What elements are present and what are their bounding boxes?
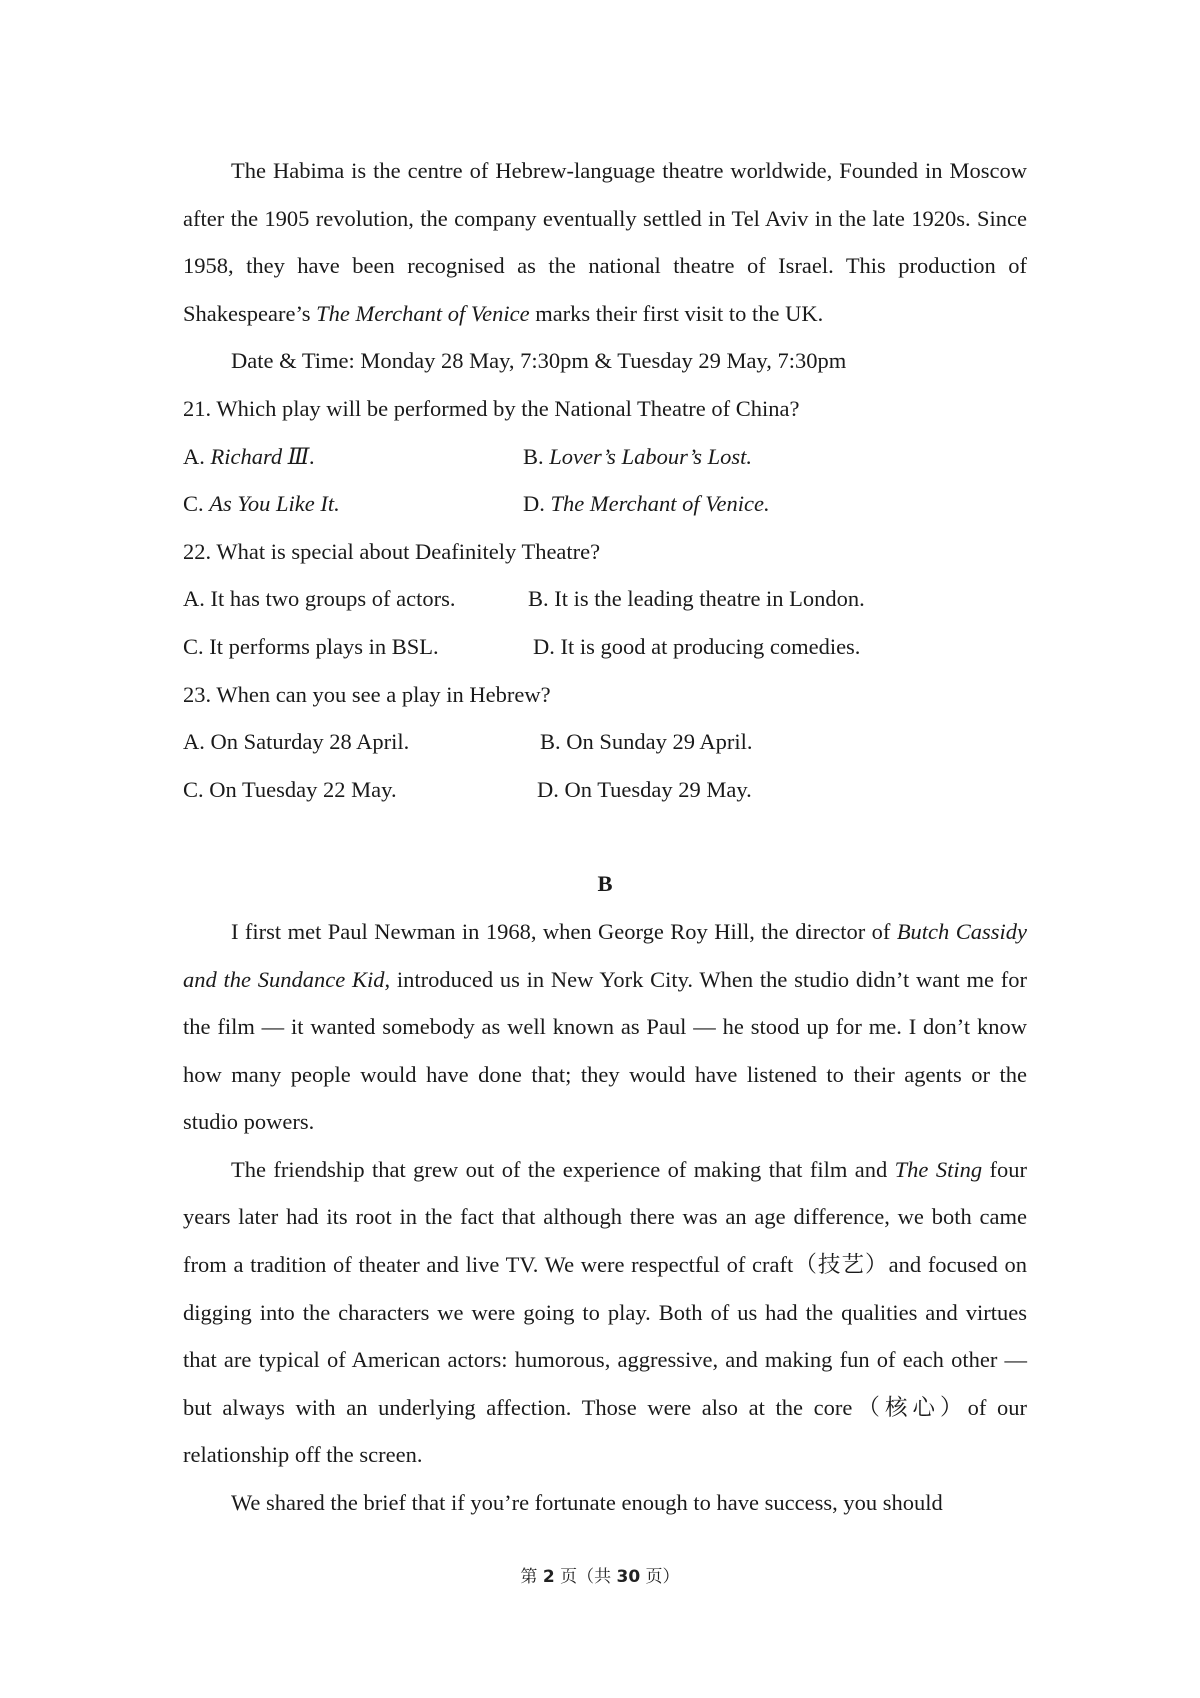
film-title: Butch Cassidy and the Sundance Kid [183,918,1027,992]
option-a: A. Richard Ⅲ. [183,443,316,469]
page-number: 2 [542,1567,555,1587]
question-22-stem: 22. What is special about Deafinitely Theatre? [183,538,601,564]
question-23-stem: 23. When can you see a play in Hebrew? [183,681,551,707]
question-22-options-row-2 [183,623,1027,671]
date-time-line: Date & Time: Monday 28 May, 7:30pm & Tuesday 29 May, 7:30pm [231,348,847,374]
question-23-options-row-1 [183,718,1027,766]
option-c: C. It performs plays in BSL. [183,633,439,659]
option-b: B. Lover’s Labour’s Lost. [523,443,753,469]
section-b-paragraph-3: We shared the brief that if you’re fortunate enough to have success, you should [231,1490,943,1516]
option-b: B. On Sunday 29 April. [540,729,753,755]
question-21-stem: 21. Which play will be performed by the National Theatre of China? [183,395,800,421]
section-b-paragraph-2: The friendship that grew out of the experience of making that film and The Sting four years later had its root in the fact that although there was an age difference, we both came from a tradition of theater and live TV. We were respectful of craft（技艺）and focused on digging into the characters we were going to play. Both of us had the qualities and virtues that are typical of American actors: humorous, aggressive, and making fun of each other — but always with an underlying affection. Those were also at the core（核心）of our relationship off the screen. [183,1156,1027,1468]
question-22-options-row-1 [183,575,1027,623]
section-b-paragraph-1: I first met Paul Newman in 1968, when George Roy Hill, the director of Butch Cassidy and the Sundance Kid, introduced us in New York City. When the studio didn’t want me for the film — it wanted somebody as well known as Paul — he stood up for me. I don’t know how many people would have done that; they would have listened to their agents or the studio powers. [183,918,1027,1135]
question-23-options-row-2 [183,766,1027,814]
habima-paragraph: The Habima is the centre of Hebrew-language theatre worldwide, Founded in Moscow after the 1905 revolution, the company eventually settled in Tel Aviv in the late 1920s. Since 1958, they have been recognised as the national theatre of Israel. This production of Shakespeare’s The Merchant of Venice marks their first visit to the UK. [183,158,1027,326]
section-b-heading: B [597,871,613,897]
film-title: The Sting [894,1156,983,1182]
play-title: The Merchant of Venice [316,300,530,326]
option-b: B. It is the leading theatre in London. [528,586,865,612]
option-d: D. On Tuesday 29 May. [537,776,752,802]
option-d: D. It is good at producing comedies. [533,633,861,659]
document-page [183,147,1027,1527]
option-c: C. As You Like It. [183,491,340,517]
option-a: A. On Saturday 28 April. [183,729,410,755]
option-c: C. On Tuesday 22 May. [183,776,397,802]
option-d: D. The Merchant of Venice. [523,491,770,517]
question-21-options-row-2 [183,480,1027,528]
question-21-options-row-1 [183,433,1027,481]
option-a: A. It has two groups of actors. [183,586,456,612]
page-footer: 第 2 页（共 30 页） [520,1567,680,1587]
page-total: 30 [616,1567,641,1587]
